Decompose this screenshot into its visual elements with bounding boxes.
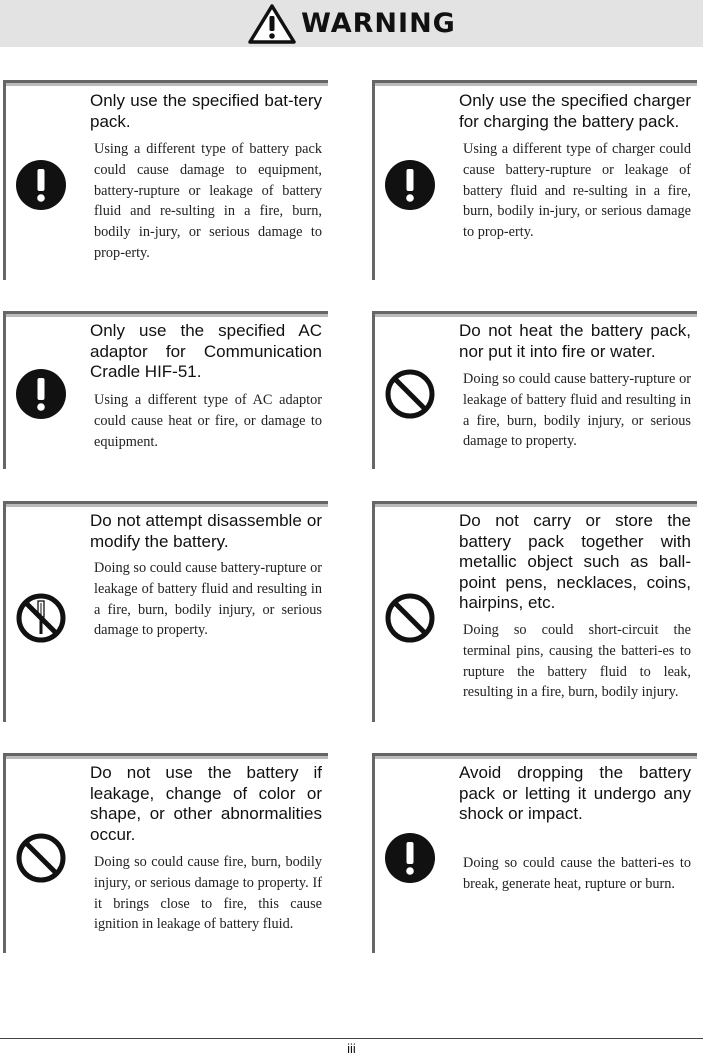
warning-card-dropping: [372, 753, 697, 953]
warning-card-title: Do not heat the battery pack, nor put it into fire or water.: [459, 321, 691, 361]
warning-card-body: Using a different type of charger could cause battery-rupture or leakage of battery fluid and re-sulting in a fire, burn, bodily in-jury, or serious damage to prop-erty.: [463, 141, 691, 241]
warning-triangle-icon: [247, 3, 297, 45]
warning-card-abnormalities: [3, 753, 328, 953]
warning-card-body: Using a different type of battery pack could cause damage to equipment, battery-rupture or leakage of battery fluid and re-sulting in a fire, burn, bodily in-jury, or serious damage to prop-erty.: [94, 141, 322, 261]
prohibited-icon: [384, 592, 436, 644]
warning-card-metallic-objects: [372, 501, 697, 722]
warning-card-heat-fire: [372, 311, 697, 469]
warning-card-charger: [372, 80, 697, 280]
mandatory-action-icon: [15, 368, 67, 420]
mandatory-action-icon: [384, 832, 436, 884]
warning-card-title: Do not carry or store the battery pack together with metallic object such as ball-point pens, necklaces, coins, hairpins, etc.: [459, 511, 691, 612]
warning-card-battery-pack: [3, 80, 328, 280]
warning-card-body: Doing so could cause battery-rupture or leakage of battery fluid and resulting in a fire, burn, bodily injury, or serious damage to property.: [94, 560, 322, 639]
warning-card-title: Do not use the battery if leakage, change of color or shape, or other abnormalities occur.: [90, 763, 322, 844]
page-number: iii: [347, 1041, 356, 1056]
warning-banner: [0, 0, 703, 47]
mandatory-action-icon: [15, 159, 67, 211]
prohibited-icon: [384, 368, 436, 420]
warning-card-title: Only use the specified bat-tery pack.: [90, 91, 322, 131]
warning-title: WARNING: [301, 8, 456, 39]
warning-card-body: Doing so could cause the batteri-es to break, generate heat, rupture or burn.: [463, 855, 691, 892]
warning-card-body: Doing so could cause battery-rupture or leakage of battery fluid and resulting in a fire, burn, bodily injury, or serious damage to property.: [463, 371, 691, 450]
warning-card-body: Doing so could cause fire, burn, bodily injury, or serious damage to property. If it brings close to fire, this cause ignition in leakage of battery fluid.: [94, 854, 322, 933]
mandatory-action-icon: [384, 159, 436, 211]
footer-divider: [0, 1038, 703, 1039]
warning-card-ac-adaptor: [3, 311, 328, 469]
warning-card-title: Avoid dropping the battery pack or letting it undergo any shock or impact.: [459, 763, 691, 823]
warning-card-title: Do not attempt disassemble or modify the battery.: [90, 511, 322, 551]
warning-card-body: Using a different type of AC adaptor could cause heat or fire, or damage to equipment.: [94, 392, 322, 450]
warning-card-title: Only use the specified charger for charging the battery pack.: [459, 91, 691, 131]
warning-card-body: Doing so could short-circuit the terminal pins, causing the batteri-es to rupture the battery fluid to leak, resulting in a fire, burn, bodily injury.: [463, 622, 691, 701]
no-disassembly-icon: [15, 592, 67, 644]
warning-card-title: Only use the specified AC adaptor for Communication Cradle HIF-51.: [90, 321, 322, 381]
prohibited-icon: [15, 832, 67, 884]
warning-card-disassemble: [3, 501, 328, 722]
